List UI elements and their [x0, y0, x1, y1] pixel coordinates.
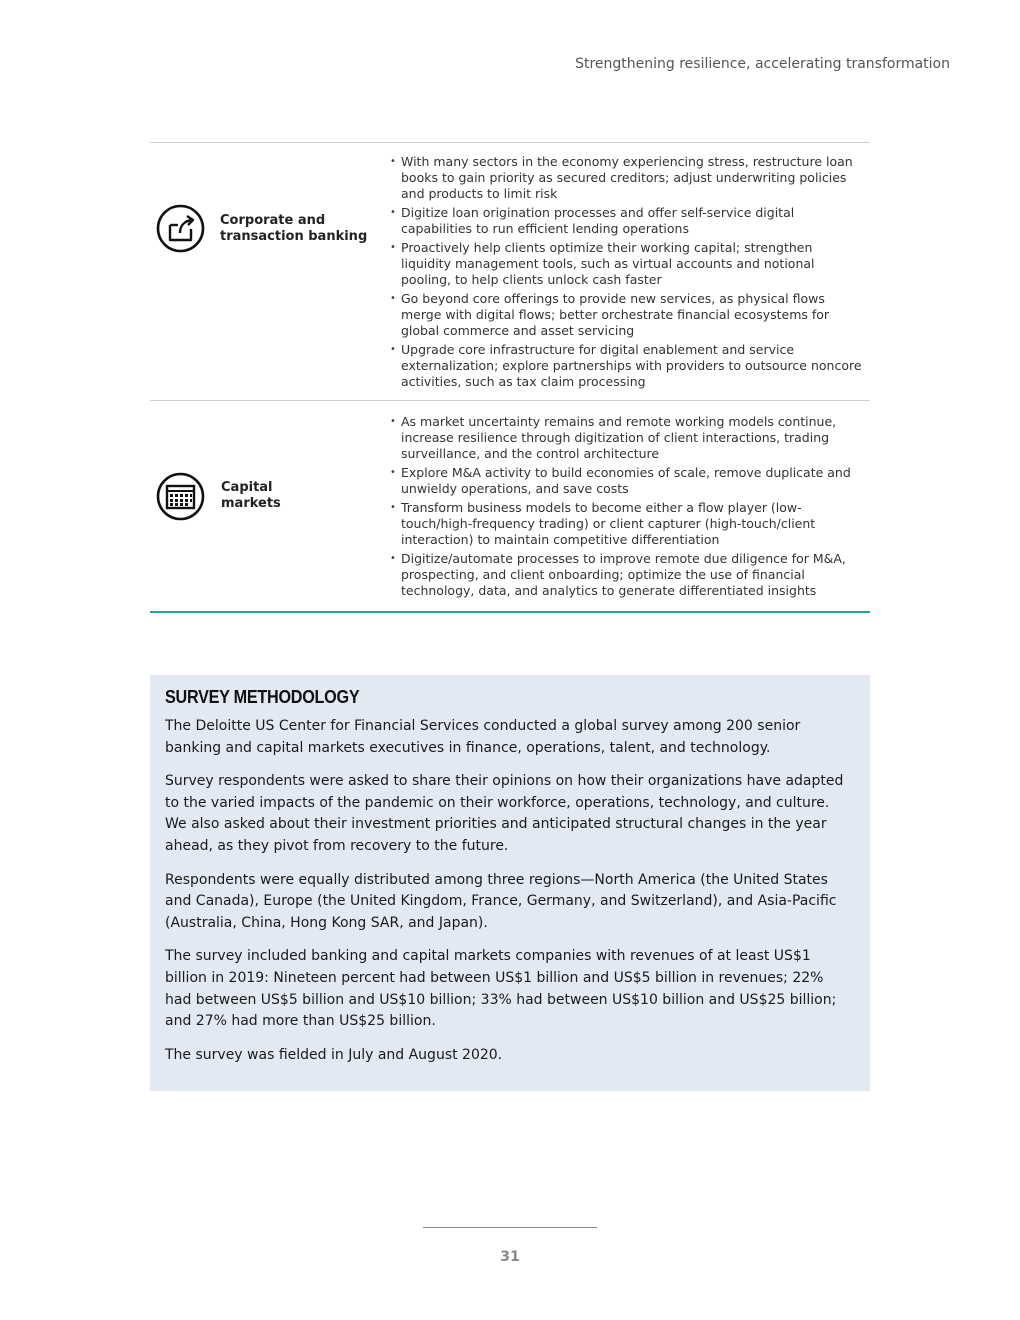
table-row: [150, 142, 870, 400]
list-item: • As market uncertainty remains and remote working models continue, increase resilience through digitization of client interactions, trading surveillance, and the control architecture: [390, 414, 865, 462]
survey-paragraph: Survey respondents were asked to share their opinions on how their organizations have adapted to the varied impacts of the pandemic on their workforce, operations, technology, and culture. We also asked about their investment priorities and anticipated structural changes in the year ahead, as they pivot from recovery to the future.: [165, 773, 844, 854]
table-row: [150, 400, 870, 613]
footer-divider: [423, 1227, 597, 1228]
list-item: • Go beyond core offerings to provide new services, as physical flows merge with digital flows; better orchestrate financial ecosystems for global commerce and asset servicing: [390, 291, 865, 339]
bullet-list: [390, 154, 865, 393]
list-item: • With many sectors in the economy experiencing stress, restructure loan books to gain priority as secured creditors; adjust underwriting policies and products to limit risk: [390, 154, 865, 202]
survey-paragraph: The survey was fielded in July and August 2020.: [165, 1046, 503, 1063]
list-item: • Proactively help clients optimize their working capital; strengthen liquidity management tools, such as virtual accounts and notional pooling, to help clients unlock cash faster: [390, 240, 865, 288]
running-title: Strengthening resilience, accelerating transformation: [575, 56, 950, 72]
list-item: • Digitize loan origination processes and offer self-service digital capabilities to run efficient lending operations: [390, 205, 865, 237]
list-item: • Explore M&A activity to build economies of scale, remove duplicate and unwieldy operations, and save costs: [390, 465, 865, 497]
survey-paragraph: Respondents were equally distributed among three regions—North America (the United States and Canada), Europe (the United Kingdom, France, Germany, and Switzerland), and Asia-Pacific (Australia, China, Hong Kong SAR, and Japan).: [165, 871, 837, 931]
segment-label: Capital markets: [221, 480, 281, 511]
page-number: 31: [500, 1249, 520, 1265]
survey-title: SURVEY METHODOLOGY: [165, 687, 360, 707]
list-item: • Digitize/automate processes to improve remote due diligence for M&A, prospecting, and client onboarding; optimize the use of financial technology, data, and analytics to generate differentiated insights: [390, 551, 865, 599]
survey-methodology-box: [150, 675, 870, 1091]
segment-label: Corporate and transaction banking: [220, 213, 368, 244]
survey-paragraph: The Deloitte US Center for Financial Services conducted a global survey among 200 senior banking and capital markets executives in finance, operations, talent, and technology.: [165, 718, 801, 756]
strategy-table: [150, 142, 870, 613]
list-item: • Transform business models to become either a flow player (low-touch/high-frequency trading) or client capturer (high-touch/client interaction) to maintain competitive differentiation: [390, 500, 865, 548]
list-item: • Upgrade core infrastructure for digital enablement and service externalization; explore partnerships with providers to outsource noncore activities, such as tax claim processing: [390, 342, 865, 390]
export-box-icon: [156, 204, 205, 253]
market-building-icon: [156, 472, 205, 521]
bullet-list: [390, 414, 865, 602]
survey-paragraph: The survey included banking and capital markets companies with revenues of at least US$1 billion in 2019: Nineteen percent had between US$1 billion and US$5 billion in revenues; 22% had between US$5 billion and US$10 billion; 33% had between US$10 billion and US$25 billion; and 27% had more than US$25 billion.: [165, 948, 837, 1030]
